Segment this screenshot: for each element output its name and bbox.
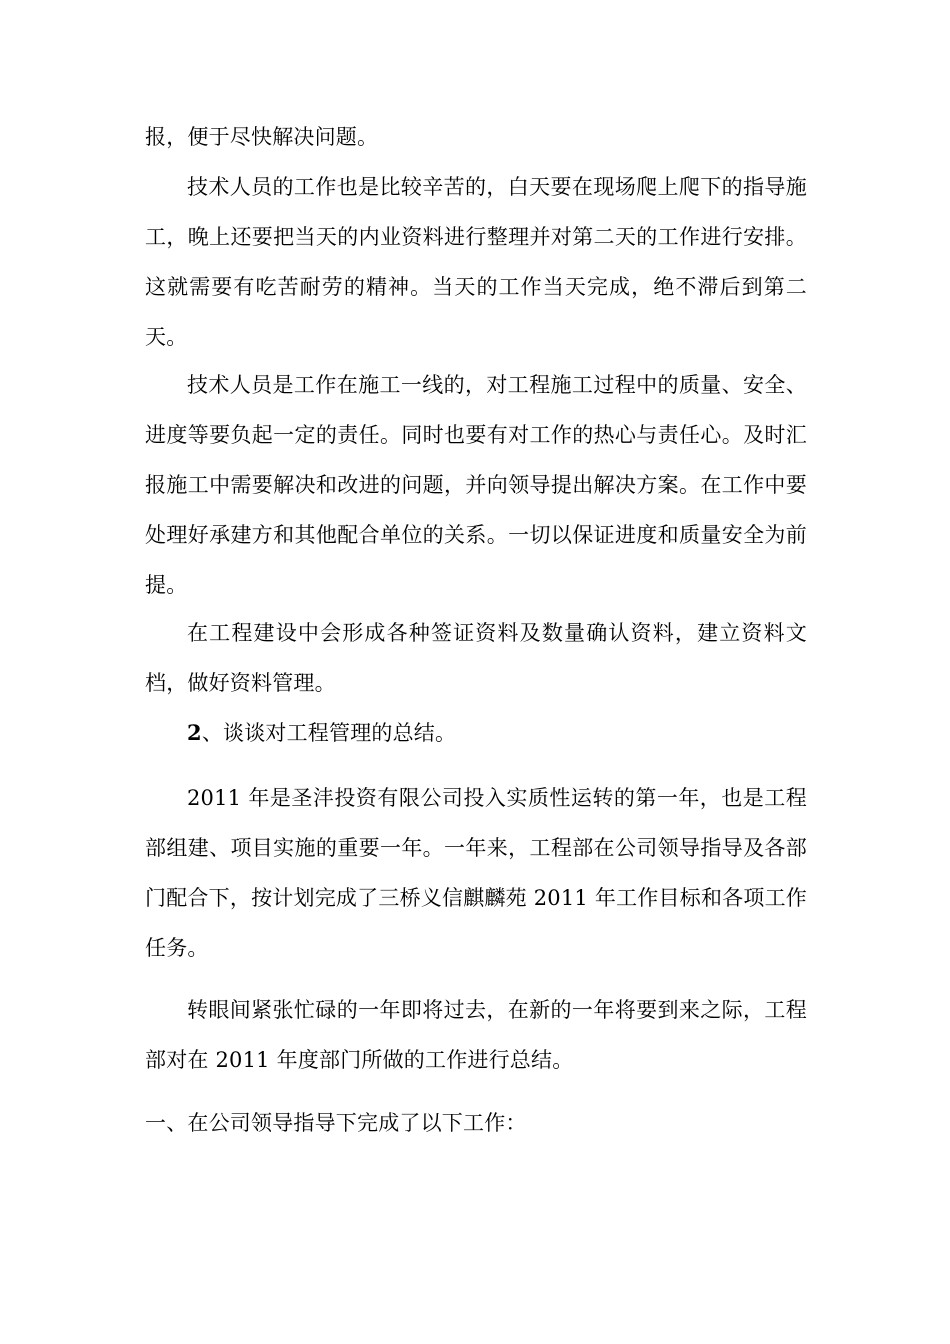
section-number: 2 [187, 720, 202, 745]
paragraph-continuation: 报，便于尽快解决问题。 [145, 125, 379, 149]
paragraph-2011-summary: 2011 年是圣沣投资有限公司投入实质性运转的第一年，也是工程部组建、项目实施的重要一年。一年来，工程部在公司领导指导及各部门配合下，按计划完成了三桥义信麒麟苑 2011 年工作目标和各项工作任务。 [145, 786, 807, 960]
paragraph-technician-hard-work: 技术人员的工作也是比较辛苦的，白天要在现场爬上爬下的指导施工，晚上还要把当天的内业资料进行整理并对第二天的工作进行安排。这就需要有吃苦耐劳的精神。当天的工作当天完成，绝不滞后到第二天。 [145, 175, 807, 349]
paragraph-technician-responsibility: 技术人员是工作在施工一线的，对工程施工过程中的质量、安全、进度等要负起一定的责任。同时也要有对工作的热心与责任心。及时汇报施工中需要解决和改进的问题，并向领导提出解决方案。在工作中要处理好承建方和其他配合单位的关系。一切以保证进度和质量安全为前提。 [145, 373, 807, 597]
section-heading-2 [145, 708, 807, 758]
section-title: 、谈谈对工程管理的总结。 [201, 721, 457, 745]
subsection-heading-1: 一、在公司领导指导下完成了以下工作： [145, 1111, 527, 1135]
paragraph-document-management: 在工程建设中会形成各种签证资料及数量确认资料，建立资料文档，做好资料管理。 [145, 621, 807, 695]
paragraph-year-end: 转眼间紧张忙碌的一年即将过去，在新的一年将要到来之际，工程部对在 2011 年度部门所做的工作进行总结。 [145, 998, 807, 1072]
